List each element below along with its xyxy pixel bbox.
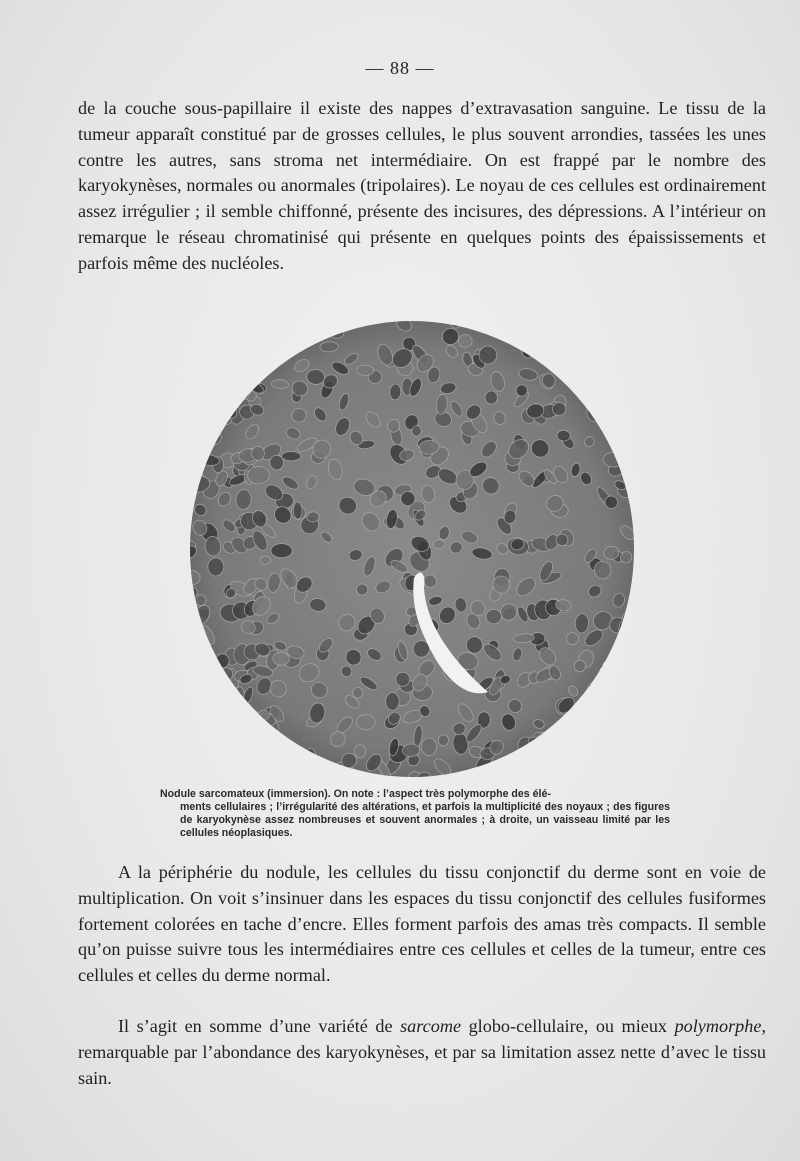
cell-nucleus	[207, 732, 227, 752]
cell-nucleus	[195, 651, 211, 666]
cell-nucleus	[305, 748, 317, 767]
cell-nucleus	[200, 398, 210, 419]
cell-nucleus	[218, 344, 232, 359]
cell-nucleus	[613, 351, 635, 366]
cell-nucleus	[258, 710, 270, 720]
cell-nucleus	[622, 635, 636, 656]
cell-nucleus	[225, 320, 245, 337]
cell-nucleus	[546, 728, 567, 748]
cell-nucleus	[606, 420, 620, 438]
cell-nucleus	[591, 751, 609, 770]
cell-nucleus	[188, 676, 198, 689]
cell-nucleus	[188, 763, 199, 776]
conclusion-text-start: Il s’agit en somme d’une variété de	[118, 1016, 401, 1036]
paragraph-conclusion	[78, 1014, 766, 1091]
paragraph-intro: de la couche sous-papillaire il existe des nappes d’extravasation sanguine. Le tissu de la tumeur apparaît constitué par de grosses cellules, le plus souvent arrondies, tassées les unes contre les autres, sans stroma net intermédiaire. On est frappé par le nombre des karyokynèses, normales ou anormales (tripolaires). Le noyau de ces cellules est ordinairement assez irrégulier ; il semble chiffonné, présente des incisures, des dépressions. A l’intérieur on remarque le réseau chromatinisé qui présente en quelques points des épaississements et parfois même des nucléoles.	[78, 98, 766, 273]
figure-caption-first-line: Nodule sarcomateux (immersion). On note : l’aspect très polymorphe des élé-	[160, 788, 551, 800]
cell-nucleus	[248, 337, 262, 351]
cell-nucleus	[563, 726, 580, 742]
cell-nucleus	[238, 320, 257, 334]
cell-nucleus	[221, 387, 232, 403]
cell-nucleus	[548, 766, 568, 780]
cell-nucleus	[500, 765, 513, 780]
cell-nucleus	[557, 430, 571, 441]
cell-nucleus	[601, 682, 617, 704]
page-number: — 88 —	[365, 58, 435, 78]
cell-nucleus	[188, 717, 201, 735]
cell-nucleus	[466, 636, 483, 653]
cell-nucleus	[245, 320, 266, 333]
cell-nucleus	[213, 736, 234, 757]
cell-nucleus	[189, 395, 204, 414]
paragraph-periphery: A la périphérie du nodule, les cellules du tissu conjonctif du derme sont en voie de multiplication. On voit s’insinuer dans les espaces du tissu conjonctif des cellules fusiformes fortement colorées en tache d’encre. Elles forment parfois des amas très compacts. Il semble qu’on puisse suivre tous les intermédiaires entre ces cellules et celles de la tumeur, entre ces cellules et celles du derme normal.	[78, 862, 766, 986]
cell-nucleus	[246, 326, 266, 345]
cell-nucleus	[567, 719, 588, 735]
cell-nucleus	[541, 336, 553, 355]
cell-nucleus	[386, 693, 400, 711]
cell-nucleus	[518, 320, 543, 335]
cell-nucleus	[196, 735, 214, 757]
cell-nucleus	[615, 353, 629, 369]
cell-nucleus	[273, 652, 290, 666]
cell-nucleus	[251, 323, 276, 346]
cell-nucleus	[622, 652, 636, 674]
cell-nucleus	[215, 726, 230, 740]
cell-nucleus	[599, 760, 616, 773]
cell-nucleus	[227, 736, 248, 757]
cell-nucleus	[247, 320, 272, 339]
cell-nucleus	[207, 719, 221, 739]
cell-nucleus	[225, 714, 241, 731]
cell-nucleus	[208, 558, 224, 576]
cell-nucleus	[587, 364, 610, 384]
cell-nucleus	[320, 341, 339, 352]
cell-nucleus	[489, 320, 511, 339]
cell-nucleus	[190, 407, 210, 429]
cell-nucleus	[627, 414, 636, 427]
cell-nucleus	[607, 421, 633, 448]
cell-nucleus	[188, 457, 198, 472]
cell-nucleus	[204, 331, 224, 352]
cell-nucleus	[555, 750, 574, 768]
cell-nucleus	[213, 714, 234, 734]
cell-nucleus	[232, 711, 255, 729]
cell-nucleus	[532, 343, 542, 353]
cell-nucleus	[294, 320, 317, 341]
cell-nucleus	[619, 397, 631, 406]
cell-nucleus	[197, 408, 218, 425]
cell-nucleus	[252, 355, 269, 374]
cell-nucleus	[545, 768, 565, 780]
cell-nucleus	[603, 726, 621, 745]
cell-nucleus	[255, 726, 273, 748]
cell-nucleus	[575, 747, 596, 766]
cell-nucleus	[258, 748, 281, 764]
cell-nucleus	[559, 324, 579, 344]
cell-nucleus	[621, 320, 636, 333]
cell-nucleus	[536, 336, 551, 350]
cell-nucleus	[583, 362, 599, 373]
cell-nucleus	[594, 333, 613, 353]
cell-nucleus	[214, 320, 236, 341]
cell-nucleus	[188, 672, 205, 690]
cell-nucleus	[271, 544, 292, 558]
cell-nucleus	[521, 323, 539, 340]
cell-nucleus	[188, 637, 211, 660]
cell-nucleus	[293, 502, 302, 519]
cell-nucleus	[479, 346, 497, 365]
cell-nucleus	[621, 323, 636, 346]
cell-nucleus	[198, 338, 219, 363]
figure-caption-continuation: ments cellulaires ; l’irrégularité des altérations, et parfois la multiplicité des noyaux ; des figures de karyokynèse assez nombreuses et souvent anormales ; à droite, un vaisseau limité par les cellules néoplasiques.	[180, 801, 670, 839]
cell-nucleus	[233, 320, 258, 337]
cell-nucleus	[249, 320, 276, 335]
cell-nucleus	[230, 387, 243, 399]
cell-nucleus	[188, 705, 199, 728]
cell-nucleus	[246, 730, 262, 748]
cell-nucleus	[559, 355, 586, 380]
cell-nucleus	[356, 715, 375, 730]
cell-nucleus	[614, 723, 630, 739]
cell-nucleus	[261, 320, 276, 330]
cell-nucleus	[188, 386, 207, 407]
cell-nucleus	[603, 452, 624, 467]
cell-nucleus	[354, 745, 365, 758]
cell-nucleus	[302, 320, 316, 328]
term-sarcome: sarcome	[400, 1016, 462, 1036]
cell-nucleus	[485, 391, 498, 405]
cell-nucleus	[260, 556, 271, 565]
conclusion-text-end: , remarquable par l’abondance des karyokynèses, et par sa limitation assez nette d’avec le tissu sain.	[78, 1016, 766, 1088]
cell-nucleus	[606, 689, 625, 707]
cell-nucleus	[233, 731, 255, 753]
micrograph-figure	[188, 320, 636, 780]
cell-nucleus	[421, 738, 437, 756]
cell-nucleus	[552, 331, 572, 353]
cell-nucleus	[192, 324, 217, 348]
cell-nucleus	[237, 338, 254, 356]
cell-nucleus	[215, 364, 230, 377]
cell-nucleus	[189, 692, 208, 712]
cell-nucleus	[221, 731, 247, 756]
cell-nucleus	[198, 321, 214, 337]
figure-signature: GB	[597, 659, 613, 676]
cell-nucleus	[188, 659, 201, 677]
conclusion-text-middle: globo-cellulaire, ou mieux	[461, 1016, 675, 1036]
term-polymorphe: polymorphe	[674, 1016, 762, 1036]
cell-nucleus	[316, 761, 333, 778]
cell-nucleus	[612, 383, 631, 401]
cell-nucleus	[621, 358, 636, 377]
cell-nucleus	[188, 343, 206, 364]
cell-nucleus	[550, 337, 566, 350]
cell-nucleus	[282, 452, 301, 461]
micrograph-image	[188, 320, 636, 780]
cell-nucleus	[219, 750, 242, 775]
cell-nucleus	[235, 687, 244, 704]
cell-nucleus	[622, 740, 636, 761]
cell-nucleus	[232, 722, 253, 744]
cell-nucleus	[216, 388, 236, 407]
figure-caption	[160, 788, 670, 840]
cell-nucleus	[609, 659, 633, 676]
cell-nucleus	[612, 676, 629, 699]
cell-nucleus	[224, 340, 246, 358]
cell-nucleus	[224, 344, 234, 365]
cell-nucleus	[569, 369, 585, 381]
cell-nucleus	[606, 320, 620, 327]
cell-nucleus	[614, 703, 631, 722]
